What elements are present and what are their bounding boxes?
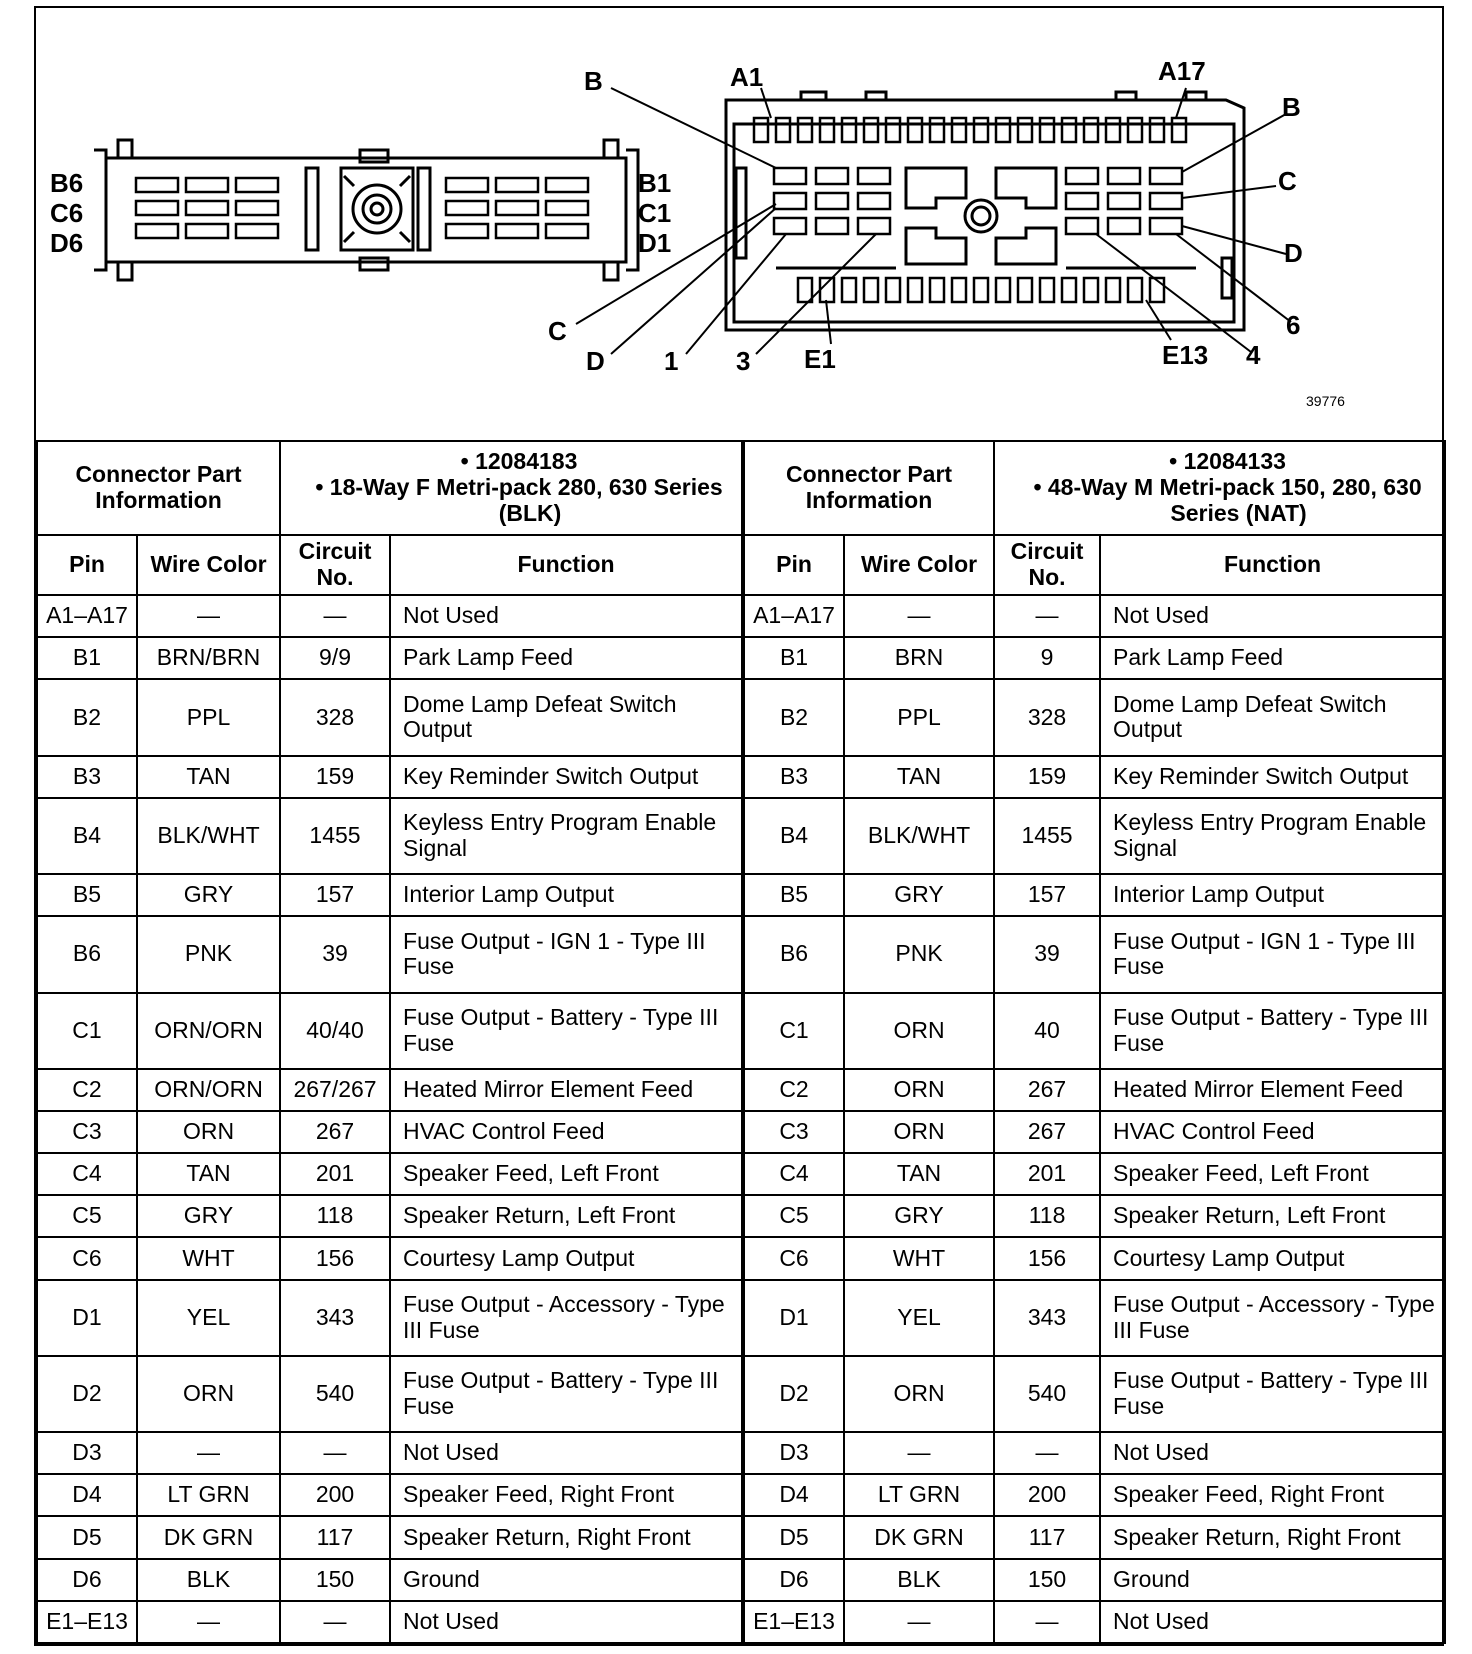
cell-pin: D4: [37, 1474, 137, 1516]
cell-wire-color: ORN: [137, 1356, 280, 1432]
cell-pin: B1: [37, 637, 137, 679]
cell-circuit-no: 117: [280, 1516, 390, 1558]
left-info-items: [280, 441, 742, 535]
cell-pin: B3: [744, 756, 844, 798]
cell-function: Not Used: [1100, 1601, 1445, 1643]
cell-wire-color: WHT: [137, 1237, 280, 1279]
cell-pin: B6: [37, 916, 137, 992]
table-row: [37, 1237, 742, 1279]
table-row: [744, 1237, 1445, 1279]
cell-wire-color: BRN/BRN: [137, 637, 280, 679]
cell-function: Fuse Output - IGN 1 - Type III Fuse: [1100, 916, 1445, 992]
cell-circuit-no: 343: [994, 1280, 1100, 1356]
label-1: 1: [664, 346, 679, 376]
cell-circuit-no: 267: [280, 1111, 390, 1153]
cell-wire-color: DK GRN: [844, 1516, 994, 1558]
cell-function: Dome Lamp Defeat Switch Output: [390, 679, 742, 755]
cell-pin: C2: [744, 1069, 844, 1111]
cell-function: Park Lamp Feed: [1100, 637, 1445, 679]
cell-wire-color: DK GRN: [137, 1516, 280, 1558]
right-header-pin: Pin: [744, 535, 844, 595]
cell-function: Not Used: [390, 1432, 742, 1474]
cell-wire-color: TAN: [137, 1153, 280, 1195]
cell-circuit-no: 9/9: [280, 637, 390, 679]
cell-function: Courtesy Lamp Output: [390, 1237, 742, 1279]
label-b6: B6: [50, 168, 84, 198]
cell-wire-color: LT GRN: [844, 1474, 994, 1516]
cell-function: Heated Mirror Element Feed: [390, 1069, 742, 1111]
cell-function: Interior Lamp Output: [1100, 874, 1445, 916]
cell-pin: A1–A17: [744, 595, 844, 637]
left-connector-18-way: [94, 140, 638, 280]
cell-wire-color: ORN/ORN: [137, 993, 280, 1069]
cell-function: Fuse Output - Battery - Type III Fuse: [1100, 1356, 1445, 1432]
left-info-label: Connector Part Information: [37, 441, 280, 535]
left-header-wire-color: Wire Color: [137, 535, 280, 595]
cell-pin: D4: [744, 1474, 844, 1516]
cell-wire-color: BRN: [844, 637, 994, 679]
cell-function: Speaker Feed, Right Front: [390, 1474, 742, 1516]
left-table-body: [37, 595, 742, 1643]
cell-wire-color: PNK: [137, 916, 280, 992]
table-row: [37, 1601, 742, 1643]
figure-number: 39776: [1306, 393, 1345, 409]
cell-pin: A1–A17: [37, 595, 137, 637]
cell-wire-color: —: [137, 1432, 280, 1474]
left-header-pin: Pin: [37, 535, 137, 595]
cell-wire-color: —: [137, 1601, 280, 1643]
cell-wire-color: ORN: [844, 993, 994, 1069]
cell-wire-color: YEL: [844, 1280, 994, 1356]
table-row: [37, 874, 742, 916]
table-row: [37, 1280, 742, 1356]
cell-pin: D6: [37, 1559, 137, 1601]
cell-function: Heated Mirror Element Feed: [1100, 1069, 1445, 1111]
cell-wire-color: PNK: [844, 916, 994, 992]
label-d6: D6: [50, 228, 84, 258]
cell-circuit-no: 328: [280, 679, 390, 755]
cell-wire-color: PPL: [844, 679, 994, 755]
leader-lines: [576, 88, 1291, 354]
cell-function: Speaker Return, Left Front: [390, 1195, 742, 1237]
table-row: [37, 798, 742, 874]
left-header-circuit: Circuit No.: [280, 535, 390, 595]
cell-pin: E1–E13: [37, 1601, 137, 1643]
table-row: [37, 679, 742, 755]
table-row: [37, 595, 742, 637]
cell-wire-color: WHT: [844, 1237, 994, 1279]
label-a1: A1: [730, 62, 764, 92]
cell-pin: C3: [37, 1111, 137, 1153]
cell-circuit-no: 540: [994, 1356, 1100, 1432]
table-row: [37, 637, 742, 679]
cell-pin: C4: [37, 1153, 137, 1195]
cell-wire-color: TAN: [137, 756, 280, 798]
label-e13: E13: [1162, 340, 1209, 370]
left-connector-table: [36, 440, 743, 1644]
cell-pin: D6: [744, 1559, 844, 1601]
cell-pin: C1: [744, 993, 844, 1069]
cell-function: Fuse Output - Battery - Type III Fuse: [390, 1356, 742, 1432]
cell-function: Not Used: [1100, 595, 1445, 637]
cell-pin: B6: [744, 916, 844, 992]
right-info-items: [994, 441, 1445, 535]
cell-function: Key Reminder Switch Output: [1100, 756, 1445, 798]
cell-pin: B4: [744, 798, 844, 874]
cell-pin: C3: [744, 1111, 844, 1153]
cell-circuit-no: 157: [280, 874, 390, 916]
table-row: [744, 1356, 1445, 1432]
table-row: [37, 756, 742, 798]
table-row: [744, 1111, 1445, 1153]
table-row: [744, 637, 1445, 679]
label-b-right: B: [1282, 92, 1301, 122]
cell-circuit-no: 267: [994, 1111, 1100, 1153]
cell-pin: B2: [744, 679, 844, 755]
cell-function: Speaker Feed, Right Front: [1100, 1474, 1445, 1516]
cell-circuit-no: —: [994, 1432, 1100, 1474]
cell-pin: D1: [744, 1280, 844, 1356]
right-connector-cavities: [754, 118, 1186, 302]
cell-circuit-no: 40/40: [280, 993, 390, 1069]
cell-pin: D5: [744, 1516, 844, 1558]
cell-wire-color: GRY: [137, 874, 280, 916]
cell-wire-color: ORN: [137, 1111, 280, 1153]
cell-pin: B1: [744, 637, 844, 679]
cell-pin: D5: [37, 1516, 137, 1558]
cell-wire-color: ORN/ORN: [137, 1069, 280, 1111]
right-header-circuit: Circuit No.: [994, 535, 1100, 595]
cell-function: Speaker Feed, Left Front: [390, 1153, 742, 1195]
table-row: [744, 1601, 1445, 1643]
right-part-description: • 48-Way M Metri-pack 150, 280, 630 Series (NAT): [1033, 474, 1422, 526]
cell-wire-color: GRY: [844, 874, 994, 916]
cell-function: Fuse Output - Battery - Type III Fuse: [390, 993, 742, 1069]
label-c6: C6: [50, 198, 84, 228]
cell-circuit-no: 1455: [994, 798, 1100, 874]
cell-function: Speaker Feed, Left Front: [1100, 1153, 1445, 1195]
cell-circuit-no: —: [994, 1601, 1100, 1643]
label-6: 6: [1286, 310, 1301, 340]
cell-circuit-no: 118: [994, 1195, 1100, 1237]
cell-wire-color: GRY: [137, 1195, 280, 1237]
label-b-left: B: [584, 66, 603, 96]
cell-circuit-no: —: [280, 1601, 390, 1643]
label-a17: A17: [1158, 56, 1206, 86]
cell-circuit-no: 9: [994, 637, 1100, 679]
cell-wire-color: TAN: [844, 756, 994, 798]
cell-circuit-no: 540: [280, 1356, 390, 1432]
connector-tables: [36, 440, 1442, 1644]
cell-circuit-no: 201: [994, 1153, 1100, 1195]
cell-wire-color: BLK/WHT: [844, 798, 994, 874]
table-row: [37, 1516, 742, 1558]
right-header-function: Function: [1100, 535, 1445, 595]
table-row: [37, 993, 742, 1069]
left-header-function: Function: [390, 535, 742, 595]
cell-pin: C4: [744, 1153, 844, 1195]
table-row: [37, 1474, 742, 1516]
right-connector-table: [743, 440, 1446, 1644]
cell-pin: C5: [744, 1195, 844, 1237]
cell-function: Park Lamp Feed: [390, 637, 742, 679]
table-row: [37, 1153, 742, 1195]
left-part-description: • 18-Way F Metri-pack 280, 630 Series (BLK): [315, 474, 723, 526]
table-row: [744, 756, 1445, 798]
connector-diagram: [36, 8, 1442, 428]
table-row: [37, 1111, 742, 1153]
cell-function: Dome Lamp Defeat Switch Output: [1100, 679, 1445, 755]
label-c-left: C: [548, 316, 567, 346]
cell-wire-color: —: [844, 1601, 994, 1643]
cell-function: Keyless Entry Program Enable Signal: [1100, 798, 1445, 874]
cell-pin: B3: [37, 756, 137, 798]
cell-function: Speaker Return, Right Front: [1100, 1516, 1445, 1558]
cell-circuit-no: 118: [280, 1195, 390, 1237]
cell-pin: D2: [744, 1356, 844, 1432]
cell-wire-color: PPL: [137, 679, 280, 755]
cell-function: Not Used: [1100, 1432, 1445, 1474]
cell-wire-color: —: [844, 1432, 994, 1474]
label-c1: C1: [638, 198, 672, 228]
cell-circuit-no: 200: [280, 1474, 390, 1516]
label-e1: E1: [804, 344, 836, 374]
cell-pin: B5: [744, 874, 844, 916]
cell-wire-color: BLK: [844, 1559, 994, 1601]
cell-pin: D2: [37, 1356, 137, 1432]
cell-circuit-no: 156: [280, 1237, 390, 1279]
table-row: [744, 874, 1445, 916]
cell-wire-color: LT GRN: [137, 1474, 280, 1516]
cell-wire-color: —: [137, 595, 280, 637]
right-connector-48-way: [726, 92, 1244, 330]
cell-pin: B5: [37, 874, 137, 916]
table-row: [744, 1516, 1445, 1558]
cell-wire-color: TAN: [844, 1153, 994, 1195]
label-4: 4: [1246, 340, 1261, 370]
cell-circuit-no: 39: [994, 916, 1100, 992]
label-b1: B1: [638, 168, 672, 198]
table-row: [744, 1195, 1445, 1237]
right-part-number: • 12084133: [1169, 448, 1286, 475]
cell-pin: D3: [37, 1432, 137, 1474]
table-row: [744, 595, 1445, 637]
cell-function: Ground: [390, 1559, 742, 1601]
table-row: [744, 798, 1445, 874]
cell-function: Keyless Entry Program Enable Signal: [390, 798, 742, 874]
cell-wire-color: BLK/WHT: [137, 798, 280, 874]
cell-circuit-no: 1455: [280, 798, 390, 874]
cell-circuit-no: 343: [280, 1280, 390, 1356]
cell-function: Interior Lamp Output: [390, 874, 742, 916]
cell-function: Speaker Return, Right Front: [390, 1516, 742, 1558]
cell-circuit-no: 159: [280, 756, 390, 798]
label-d1: D1: [638, 228, 672, 258]
table-row: [37, 1195, 742, 1237]
cell-wire-color: ORN: [844, 1111, 994, 1153]
cell-pin: C1: [37, 993, 137, 1069]
left-part-number: • 12084183: [460, 448, 578, 475]
cell-circuit-no: 150: [280, 1559, 390, 1601]
cell-function: HVAC Control Feed: [390, 1111, 742, 1153]
cell-circuit-no: 159: [994, 756, 1100, 798]
cell-function: Not Used: [390, 595, 742, 637]
cell-function: Ground: [1100, 1559, 1445, 1601]
cell-pin: B2: [37, 679, 137, 755]
table-row: [744, 1432, 1445, 1474]
cell-circuit-no: —: [280, 1432, 390, 1474]
cell-pin: C2: [37, 1069, 137, 1111]
cell-pin: E1–E13: [744, 1601, 844, 1643]
cell-circuit-no: 150: [994, 1559, 1100, 1601]
table-row: [744, 1153, 1445, 1195]
table-row: [37, 1559, 742, 1601]
cell-circuit-no: —: [994, 595, 1100, 637]
cell-circuit-no: 156: [994, 1237, 1100, 1279]
cell-wire-color: BLK: [137, 1559, 280, 1601]
cell-pin: C6: [744, 1237, 844, 1279]
cell-pin: D1: [37, 1280, 137, 1356]
connector-drawings: [36, 8, 1442, 428]
cell-circuit-no: 267: [994, 1069, 1100, 1111]
label-3: 3: [736, 346, 751, 376]
cell-pin: C5: [37, 1195, 137, 1237]
right-info-label: Connector Part Information: [744, 441, 994, 535]
table-row: [744, 916, 1445, 992]
table-row: [744, 679, 1445, 755]
table-row: [744, 1474, 1445, 1516]
table-row: [37, 1356, 742, 1432]
cell-function: HVAC Control Feed: [1100, 1111, 1445, 1153]
cell-function: Not Used: [390, 1601, 742, 1643]
cell-wire-color: —: [844, 595, 994, 637]
cell-function: Speaker Return, Left Front: [1100, 1195, 1445, 1237]
right-table-body: [744, 595, 1445, 1643]
cell-circuit-no: 200: [994, 1474, 1100, 1516]
cell-pin: D3: [744, 1432, 844, 1474]
table-row: [744, 1069, 1445, 1111]
cell-pin: C6: [37, 1237, 137, 1279]
cell-function: Courtesy Lamp Output: [1100, 1237, 1445, 1279]
cell-wire-color: YEL: [137, 1280, 280, 1356]
cell-function: Fuse Output - Battery - Type III Fuse: [1100, 993, 1445, 1069]
label-d-left: D: [586, 346, 605, 376]
cell-wire-color: GRY: [844, 1195, 994, 1237]
cell-function: Fuse Output - Accessory - Type III Fuse: [1100, 1280, 1445, 1356]
cell-circuit-no: 267/267: [280, 1069, 390, 1111]
table-row: [744, 993, 1445, 1069]
cell-circuit-no: 40: [994, 993, 1100, 1069]
table-row: [37, 916, 742, 992]
cell-circuit-no: 39: [280, 916, 390, 992]
table-row: [744, 1280, 1445, 1356]
table-row: [37, 1432, 742, 1474]
cell-function: Fuse Output - IGN 1 - Type III Fuse: [390, 916, 742, 992]
cell-circuit-no: 201: [280, 1153, 390, 1195]
label-d-right: D: [1284, 238, 1303, 268]
cell-pin: B4: [37, 798, 137, 874]
table-row: [744, 1559, 1445, 1601]
cell-circuit-no: —: [280, 595, 390, 637]
page-frame: [34, 6, 1444, 1646]
cell-circuit-no: 328: [994, 679, 1100, 755]
cell-circuit-no: 117: [994, 1516, 1100, 1558]
table-row: [37, 1069, 742, 1111]
cell-circuit-no: 157: [994, 874, 1100, 916]
right-header-wire-color: Wire Color: [844, 535, 994, 595]
cell-function: Fuse Output - Accessory - Type III Fuse: [390, 1280, 742, 1356]
cell-function: Key Reminder Switch Output: [390, 756, 742, 798]
cell-wire-color: ORN: [844, 1069, 994, 1111]
label-c-right: C: [1278, 166, 1297, 196]
cell-wire-color: ORN: [844, 1356, 994, 1432]
